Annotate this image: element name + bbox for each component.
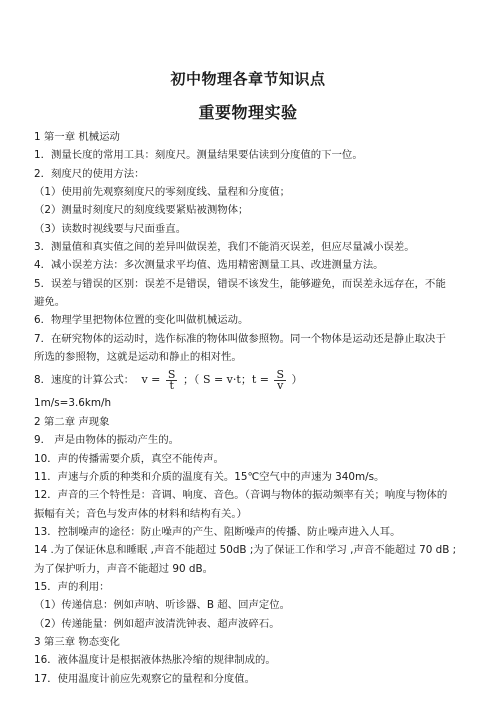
paragraph-line: 1．测量长度的常用工具：刻度尺。测量结果要估读到分度值的下一位。 [34,149,363,162]
chapter-heading: 2 第二章 声现象 [34,415,110,428]
formula-label: 8．速度的计算公式： [34,374,135,387]
document-title: 初中物理各章节知识点 [170,70,326,88]
paragraph-line: （1）传递信息：例如声呐、听诊器、B 超、回声定位。 [34,599,291,612]
paragraph-line: 为了保护听力，声音不能超过 90 dB。 [34,562,214,575]
paragraph-line: 7．在研究物体的运动时，选作标准的物体叫做参照物。同一个物体是运动还是静止取决于 [34,332,446,345]
paragraph-line: 17．使用温度计前应先观察它的量程和分度值。 [34,672,256,685]
document-subtitle: 重要物理实验 [198,103,298,122]
paragraph-line: （2）测量时刻度尺的刻度线要紧贴被测物体； [34,204,249,217]
paragraph-line: 10．声的传播需要介质，真空不能传声。 [34,452,224,465]
fraction-denominator: v [277,378,284,392]
chapter-heading: 3 第三章 物态变化 [34,635,120,648]
paragraph-line: 14 .为了保证休息和睡眠 ,声音不能超过 50dB ;为了保证工作和学习 ,声音不能超过 70 dB ; [34,544,457,557]
formula-close: ） [291,373,303,387]
formula-s-expr: S = v·t；t = [202,373,269,387]
paragraph-line: 6．物理学里把物体位置的变化叫做机械运动。 [34,314,249,327]
fraction-denominator: t [169,378,174,392]
paragraph-line: （3）读数时视线要与尺面垂直。 [34,222,187,235]
fraction-s-over-v [274,367,286,392]
paragraph-line: 4．减小误差方法：多次测量求平均值、选用精密测量工具、改进测量方法。 [34,259,384,272]
speed-formula-line [34,366,466,394]
paragraph-line: （1）使用前先观察刻度尺的零刻度线、量程和分度值； [34,186,290,199]
paragraph-line: 5．误差与错误的区别：误差不是错误，错误不该发生，能够避免，而误差永远存在，不能 [34,277,446,290]
content-body [34,128,466,688]
paragraph-line: 避免。 [34,296,66,309]
paragraph-line: 1m/s=3.6km/h [34,397,112,410]
paragraph-line: 9． 声是由物体的振动产生的。 [34,434,179,447]
formula-v-lhs: v = [141,373,161,387]
paragraph-line: 3．测量值和真实值之间的差异叫做误差，我们不能消灭误差，但应尽量减小误差。 [34,241,415,254]
fraction-s-over-t [166,367,178,392]
paragraph-line: 所选的参照物，这就是运动和静止的相对性。 [34,351,242,364]
paragraph-line: 13．控制噪声的途径：防止噪声的产生、阻断噪声的传播、防止噪声进入人耳。 [34,525,401,538]
paragraph-line: 振幅有关；音色与发声体的材料和结构有关。） [34,507,248,520]
paragraph-line: 11．声速与介质的种类和介质的温度有关。15℃空气中的声速为 340m/s。 [34,470,385,483]
formula-separator: ；（ [182,373,200,387]
paragraph-line: 12．声音的三个特性是：音调、响度、音色。（音调与物体的振动频率有关；响度与物体的 [34,489,448,502]
paragraph-line: 16．液体温度计是根据液体热胀冷缩的规律制成的。 [34,654,276,667]
chapter-heading: 1 第一章 机械运动 [34,131,120,143]
fraction-numerator: S [167,367,176,381]
paragraph-line: （2）传递能量：例如超声波清洗钟表、超声波碎石。 [34,617,280,630]
fraction-numerator: S [276,367,284,381]
paragraph-line: 2．刻度尺的使用方法： [34,167,145,180]
speed-formula [141,366,302,394]
paragraph-line: 15．声的利用： [34,580,110,593]
